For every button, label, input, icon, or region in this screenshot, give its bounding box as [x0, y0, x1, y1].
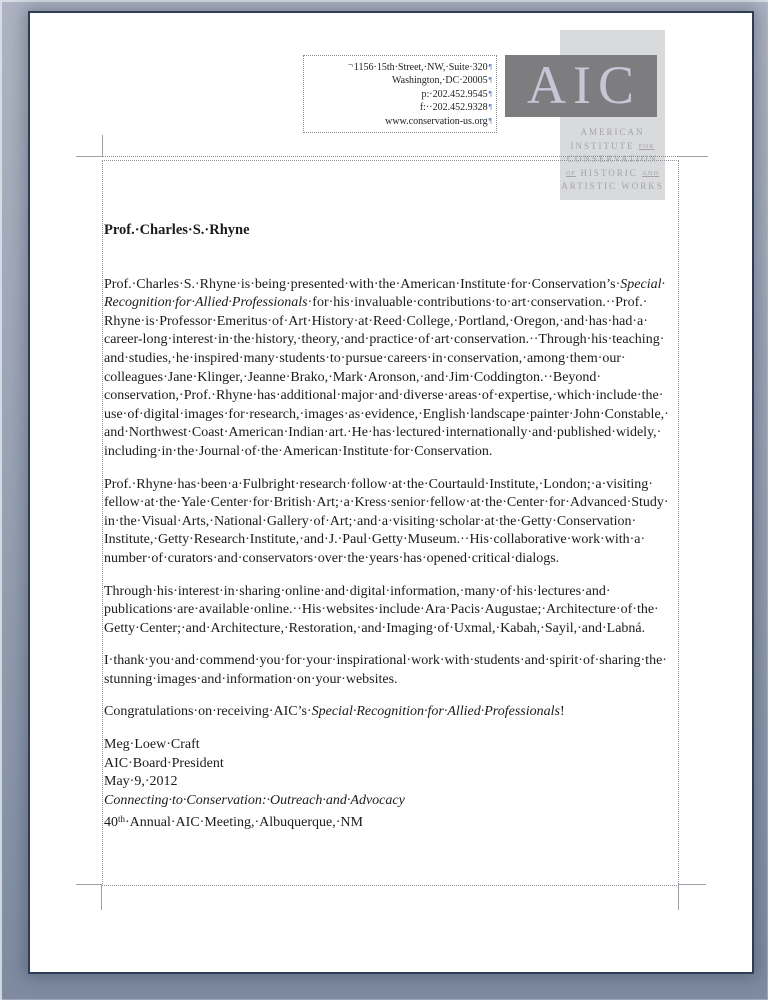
letter-paragraph[interactable]: I·​thank·​you·​and·​commend·​you·​for·​your·​inspirational·​work·​with·​students·​and·​spirit·​of·​sharing·​the·​stunning·​images·​and·​information·​on·​your·​websites. — [104, 653, 667, 687]
aic-logo-text: AIC — [527, 55, 641, 115]
letterhead-address-block[interactable] — [303, 55, 497, 133]
address-line — [308, 59, 492, 74]
aic-logo-caption-line: OF HISTORIC AND — [565, 167, 660, 178]
margin-crop-mark — [678, 884, 679, 910]
header-boundary-line — [82, 156, 678, 157]
aic-logo-caption-line: INSTITUTE FOR — [570, 140, 655, 151]
signatory-title[interactable]: AIC·​Board·​President — [104, 755, 224, 771]
signatory-name[interactable]: Meg·​Loew·​Craft — [104, 737, 200, 753]
document-page[interactable] — [28, 11, 754, 974]
signature-block[interactable] — [104, 736, 675, 833]
recipient-name[interactable]: Prof.·​Charles·​S.·​Rhyne — [104, 222, 250, 238]
anchor-mark-icon: ¬ — [347, 60, 353, 70]
margin-crop-mark — [678, 156, 708, 157]
address-text: 1156·​15th·​Street,·​NW,·​Suite·​320 — [353, 62, 488, 73]
margin-crop-mark — [678, 884, 706, 885]
address-line — [308, 101, 492, 114]
letter-paragraph[interactable]: Prof.·​Charles·​S.·​Rhyne·​is·​being·​presented·​with·​the·​American·​Institute·​for·​Conservation’s·​Special·​Recognition·​for·​Allied·​Professionals·​for·​his·​invaluable·​contributions·​to·​art·​conservation.·​·​Prof.·​Rhyne·​is·​Professor·​Emeritus·​of·​Art·​History·​at·​Reed·​College,·​Portland,·​Oregon,·​and·​has·​had·​a·​career-long·​interest·​in·​the·​history,·​theory,·​and·​practice·​of·​art·​conservation.·​·​Through·​his·​teaching·​and·​studies,·​he·​inspired·​many·​students·​to·​pursue·​careers·​in·​conservation,·​among·​them·​our·​colleagues·​Jane·​Klinger,·​Jeanne·​Brako,·​Mark·​Aronson,·​and·​Jim·​Coddington.·​·​Beyond·​conservation,·​Prof.·​Rhyne·​has·​additional·​major·​and·​diverse·​areas·​of·​expertise,·​which·​include·​the·​use·​of·​digital·​images·​for·​research,·​images·​as·​evidence,·​English·​landscape·​painter·​John·​Constable,·​and·​Northwest·​Coast·​American·​Indian·​art.·​He·​has·​lectured·​internationally·​and·​published·​widely,·​including·​in·​the·​Journal·​of·​the·​American·​Institute·​for·​Conservation. — [104, 276, 669, 459]
address-text: f:·​·​202.452.9328 — [419, 102, 488, 114]
margin-crop-mark — [101, 884, 102, 910]
aic-logo-caption-line: AMERICAN — [580, 127, 645, 137]
conference-meeting[interactable]: 40th·​Annual·​AIC·​Meeting,·​Albuquerque,·​NM — [104, 814, 363, 831]
conference-theme[interactable]: Connecting·​to·​Conservation:·​Outreach·​and·​Advocacy — [104, 792, 405, 808]
congratulations-line[interactable]: Congratulations·​on·​receiving·​AIC’s·​Special·​Recognition·​for·​Allied·​Professionals! — [104, 704, 565, 720]
margin-crop-mark — [102, 135, 103, 156]
letter-paragraph[interactable]: Prof.·​Rhyne·​has·​been·​a·​Fulbright·​research·​follow·​at·​the·​Courtauld·​Institute,·​London;·​a·​visiting·​fellow·​at·​the·​Yale·​Center·​for·​British·​Art;·​a·​Kress·​senior·​fellow·​at·​the·​Center·​for·​Advanced·​Study·​in·​the·​Visual·​Arts,·​National·​Gallery·​of·​Art;·​and·​a·​visiting·​scholar·​at·​the·​Getty·​Conservation·​Institute,·​Getty·​Research·​Institute,·​and·​J.·​Paul·​Getty·​Museum.·​·​His·​collaborative·​work·​with·​a·​number·​of·​curators·​and·​conservators·​over·​the·​years·​has·​opened·​critical·​dialogs. — [104, 476, 669, 566]
letter-paragraph[interactable]: Through·​his·​interest·​in·​sharing·​online·​and·​digital·​information,·​many·​of·​his·​lectures·​and·​publications·​are·​available·​online.·​·​His·​websites·​include·​Ara·​Pacis·​Augustae;·​Architecture·​of·​the·​Getty·​Center;·​and·​Architecture,·​Restoration,·​and·​Imaging·​of·​Uxmal,·​Kabah,·​Sayil,·​and·​Labná. — [104, 583, 659, 636]
address-text: www.conservation-us.org — [385, 115, 488, 127]
aic-logo-caption-line: ARTISTIC WORKS — [561, 181, 664, 192]
paragraph-mark-icon: ¶ — [488, 62, 492, 71]
margin-crop-mark — [76, 156, 104, 157]
address-line — [308, 115, 492, 128]
letter-body[interactable] — [104, 221, 675, 833]
aic-logo-caption-line: CONSERVATION — [566, 154, 659, 165]
paragraph-mark-icon: ¶ — [488, 115, 492, 125]
margin-crop-mark — [76, 884, 102, 885]
address-line — [308, 74, 492, 87]
address-line — [308, 88, 492, 101]
paragraph-mark-icon: ¶ — [488, 88, 492, 98]
address-text: p:·​202.452.9545 — [421, 88, 488, 100]
aic-logo-caption — [560, 126, 665, 194]
paragraph-mark-icon: ¶ — [488, 102, 492, 112]
address-text: Washington,·​DC·​20005 — [392, 75, 488, 87]
letter-date[interactable]: May·​9,·​2012 — [104, 774, 178, 790]
aic-logo-box — [505, 55, 657, 117]
paragraph-mark-icon: ¶ — [488, 75, 492, 85]
